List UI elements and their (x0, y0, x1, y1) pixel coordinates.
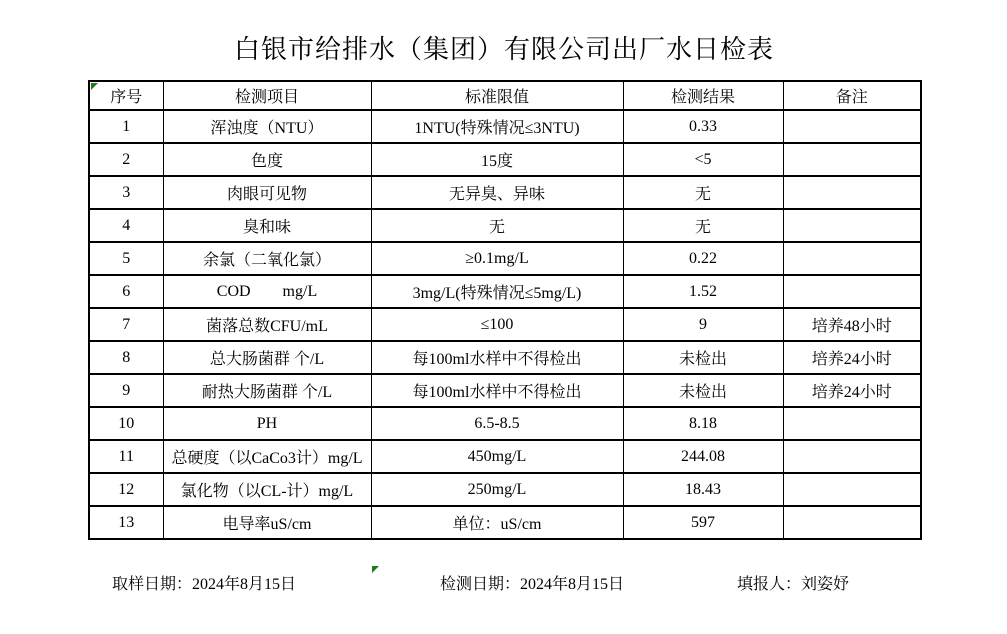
cell-result: 9 (623, 308, 783, 341)
water-quality-table (88, 80, 922, 540)
cell-limit: 单位：uS/cm (371, 506, 623, 539)
table-row (89, 143, 921, 176)
cell-limit: 每100ml水样中不得检出 (371, 374, 623, 407)
cell-note (783, 209, 921, 242)
cell-item: COD mg/L (163, 275, 371, 308)
cell-no: 8 (89, 341, 163, 374)
cell-item: 肉眼可见物 (163, 176, 371, 209)
cell-result: 未检出 (623, 341, 783, 374)
table-row (89, 176, 921, 209)
cell-no: 9 (89, 374, 163, 407)
cell-note: 培养24小时 (783, 374, 921, 407)
sampling-date-label: 取样日期：2024年8月15日 (112, 576, 297, 593)
table-row (89, 506, 921, 539)
cell-limit: 6.5-8.5 (371, 407, 623, 440)
cell-limit: 每100ml水样中不得检出 (371, 341, 623, 374)
header-item: 检测项目 (163, 81, 371, 110)
cell-limit: 250mg/L (371, 473, 623, 506)
cell-no: 5 (89, 242, 163, 275)
cell-limit: 1NTU(特殊情况≤3NTU) (371, 110, 623, 143)
cell-note (783, 275, 921, 308)
cell-item: 臭和味 (163, 209, 371, 242)
cell-note (783, 176, 921, 209)
cell-result: 无 (623, 176, 783, 209)
cell-no: 13 (89, 506, 163, 539)
cell-result: 1.52 (623, 275, 783, 308)
cell-result: 未检出 (623, 374, 783, 407)
table-row (89, 374, 921, 407)
cell-note: 培养24小时 (783, 341, 921, 374)
table-header-row (89, 81, 921, 110)
cell-no: 7 (89, 308, 163, 341)
header-no: 序号 (89, 81, 163, 110)
table-row (89, 440, 921, 473)
cell-limit: 15度 (371, 143, 623, 176)
cell-limit: ≥0.1mg/L (371, 242, 623, 275)
header-note: 备注 (783, 81, 921, 110)
cell-result: 无 (623, 209, 783, 242)
cell-item: 浑浊度（NTU） (163, 110, 371, 143)
cell-result: 8.18 (623, 407, 783, 440)
cell-item: 总硬度（以CaCo3计）mg/L (163, 440, 371, 473)
cell-note (783, 506, 921, 539)
table-row (89, 275, 921, 308)
cell-error-indicator-icon (372, 566, 379, 573)
cell-note (783, 407, 921, 440)
cell-item: PH (163, 407, 371, 440)
cell-item: 色度 (163, 143, 371, 176)
cell-item: 余氯（二氧化氯） (163, 242, 371, 275)
cell-note (783, 110, 921, 143)
cell-no: 4 (89, 209, 163, 242)
cell-no: 12 (89, 473, 163, 506)
cell-limit: 3mg/L(特殊情况≤5mg/L) (371, 275, 623, 308)
cell-note (783, 143, 921, 176)
cell-no: 10 (89, 407, 163, 440)
cell-note: 培养48小时 (783, 308, 921, 341)
cell-no: 2 (89, 143, 163, 176)
header-limit: 标准限值 (371, 81, 623, 110)
table-row (89, 473, 921, 506)
cell-item: 菌落总数CFU/mL (163, 308, 371, 341)
cell-error-indicator-icon (91, 83, 98, 90)
table-row (89, 341, 921, 374)
cell-note (783, 473, 921, 506)
cell-no: 1 (89, 110, 163, 143)
header-result: 检测结果 (623, 81, 783, 110)
table-row (89, 308, 921, 341)
page-title: 白银市给排水（集团）有限公司出厂水日检表 (233, 35, 774, 64)
cell-result: 0.22 (623, 242, 783, 275)
cell-no: 3 (89, 176, 163, 209)
table-row (89, 209, 921, 242)
cell-result: 597 (623, 506, 783, 539)
table-row (89, 407, 921, 440)
cell-item: 耐热大肠菌群 个/L (163, 374, 371, 407)
table-row (89, 110, 921, 143)
cell-limit: ≤100 (371, 308, 623, 341)
cell-limit: 450mg/L (371, 440, 623, 473)
cell-note (783, 242, 921, 275)
cell-limit: 无 (371, 209, 623, 242)
test-date-label: 检测日期：2024年8月15日 (440, 576, 625, 593)
cell-result: 0.33 (623, 110, 783, 143)
cell-item: 电导率uS/cm (163, 506, 371, 539)
cell-result: 18.43 (623, 473, 783, 506)
cell-item: 总大肠菌群 个/L (163, 341, 371, 374)
cell-note (783, 440, 921, 473)
cell-limit: 无异臭、异味 (371, 176, 623, 209)
cell-no: 6 (89, 275, 163, 308)
table-row (89, 242, 921, 275)
cell-no: 11 (89, 440, 163, 473)
reporter-label: 填报人：刘姿妤 (737, 576, 850, 593)
cell-result: <5 (623, 143, 783, 176)
cell-result: 244.08 (623, 440, 783, 473)
cell-item: 氯化物（以CL-计）mg/L (163, 473, 371, 506)
